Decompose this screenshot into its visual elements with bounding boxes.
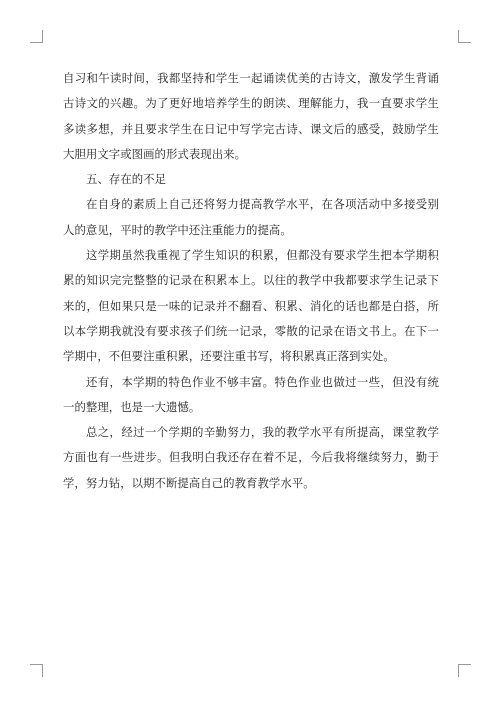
crop-mark-bottom-right [458,664,471,677]
paragraph-self-improvement: 在自身的素质上自己还将努力提高教学水平，在各项活动中多接受别人的意见，平时的教学中还注重能力的提高。 [63,197,439,237]
document-body [63,66,439,496]
paragraph-conclusion: 总之，经过一个学期的辛勤努力，我的教学水平有所提高，课堂教学方面也有一些进步。但我明白我还存在着不足，今后我将继续努力，勤于学，努力钻，以期不断提高自己的教育教学水平。 [63,425,439,490]
crop-mark-bottom-left [30,664,43,677]
paragraph-homework: 还有，本学期的特色作业不够丰富。特色作业也做过一些，但没有统一的整理，也是一大遗憾。 [63,374,439,414]
section-heading-shortcomings: 五、存在的不足 [86,172,167,187]
crop-mark-top-left [30,30,43,43]
paragraph-ancient-poetry: 自习和午读时间，我都坚持和学生一起诵读优美的古诗文，激发学生背诵古诗文的兴趣。为了更好地培养学生的朗读、理解能力，我一直要求学生多读多想，并且要求学生在日记中写学完古诗、课文后的感受，鼓励学生大胆用文字或图画的形式表现出来。 [63,71,439,161]
paragraph-knowledge-accumulation: 这学期虽然我重视了学生知识的积累，但都没有要求学生把本学期积累的知识完完整整的记录在积累本上。以往的教学中我都要求学生记录下来的，但如果只是一味的记录并不翻看、积累、消化的话也都是白搭，所以本学期我就没有要求孩子们统一记录，零散的记录在语文书上。在下一学期中，不但要注重积累，还要注重书写，将积累真正落到实处。 [63,248,439,364]
crop-mark-top-right [458,30,471,43]
